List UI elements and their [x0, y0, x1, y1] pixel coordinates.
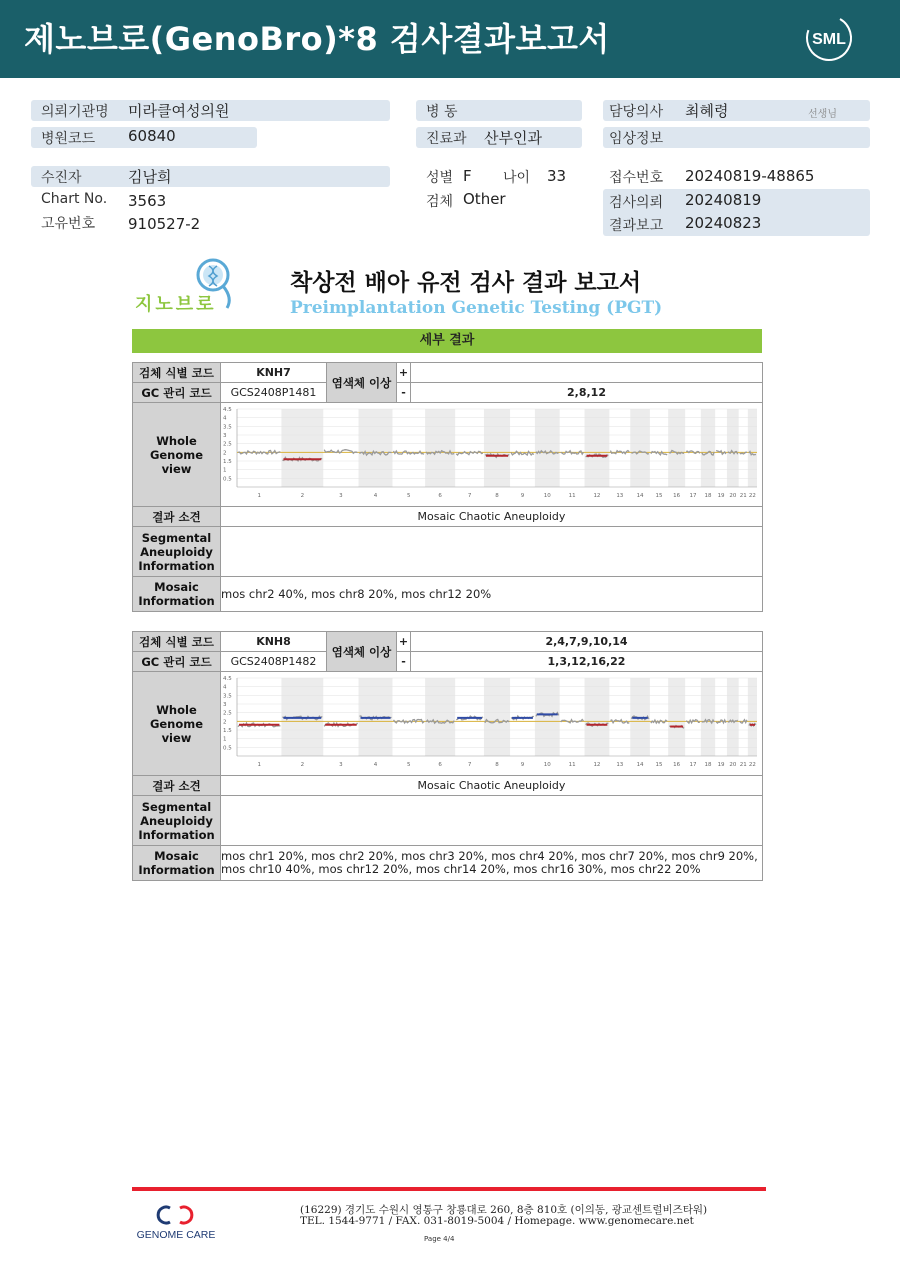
- specimen-value: Other: [463, 190, 506, 208]
- loss-chromosomes: 2,8,12: [411, 383, 763, 403]
- y-tick-label: 4.5: [223, 676, 232, 682]
- x-tick-label: 22: [748, 762, 756, 768]
- y-tick-label: 1: [223, 467, 227, 474]
- doctor-suffix: 선생님: [808, 109, 837, 120]
- genome-care-logo-text: GENOME CARE: [136, 1229, 216, 1241]
- x-tick-label: 20: [729, 762, 737, 768]
- x-tick-label: 10: [543, 762, 551, 768]
- chromosome-band: [630, 409, 650, 487]
- x-tick-label: 20: [729, 493, 737, 499]
- y-tick-label: 2.5: [223, 441, 232, 448]
- x-tick-label: 1: [257, 762, 261, 768]
- chromosome-band: [359, 409, 393, 487]
- y-tick-label: 0.5: [223, 745, 232, 752]
- chromosome-band: [281, 409, 323, 487]
- x-tick-label: 12: [593, 762, 601, 768]
- segmental-label-line: Aneuploidy: [140, 544, 213, 559]
- x-tick-label: 15: [655, 493, 663, 499]
- specimen-label: 검체: [426, 194, 454, 210]
- y-tick-label: 0.5: [223, 476, 232, 483]
- whole-genome-label-line: view: [161, 730, 192, 745]
- x-tick-label: 12: [593, 493, 601, 499]
- mosaic-line: mos chr10 40%, mos chr12 20%, mos chr14 20%, mos chr16 30%, mos chr22 20%: [221, 862, 701, 876]
- y-tick-label: 2: [223, 719, 227, 726]
- mosaic-label-line: Mosaic: [154, 580, 199, 594]
- receipt-label: 접수번호: [609, 170, 664, 186]
- whole-genome-label: [133, 403, 221, 507]
- chromosome-band: [484, 678, 510, 756]
- gc-code-label: GC 관리 코드: [133, 652, 221, 672]
- patient-label: 수진자: [41, 170, 82, 186]
- mosaic-value: [221, 577, 763, 612]
- gain-sign: +: [397, 363, 411, 383]
- footer-address: (16229) 경기도 수원시 영통구 창룡대로 260, 8층 810호 (이의동, 광교센트럴비즈타워): [300, 1204, 708, 1216]
- gain-chromosomes: 2,4,7,9,10,14: [411, 632, 763, 652]
- mosaic-value: [221, 846, 763, 881]
- x-tick-label: 10: [543, 493, 551, 499]
- x-tick-label: 2: [300, 493, 305, 499]
- loss-sign: -: [397, 652, 411, 672]
- x-tick-label: 19: [717, 762, 725, 768]
- gain-sign: +: [397, 632, 411, 652]
- x-tick-label: 7: [467, 493, 472, 499]
- mosaic-label: [133, 577, 221, 612]
- whole-genome-chart: [221, 672, 763, 772]
- x-tick-label: 3: [339, 493, 343, 499]
- x-tick-label: 7: [467, 762, 472, 768]
- report-title-korean: 착상전 배아 유전 검사 결과 보고서: [290, 270, 642, 296]
- segmental-label-line: Aneuploidy: [140, 813, 213, 828]
- gc-code-value: GCS2408P1482: [221, 652, 327, 672]
- x-tick-label: 16: [673, 493, 681, 499]
- receipt-value: 20240819-48865: [685, 167, 815, 185]
- y-tick-label: 3: [223, 702, 227, 708]
- finding-value: Mosaic Chaotic Aneuploidy: [221, 776, 763, 796]
- whole-genome-label-line: Genome: [149, 716, 204, 731]
- id-value: 910527-2: [128, 215, 201, 233]
- sample-code-label: 검체 식별 코드: [133, 632, 221, 652]
- x-tick-label: 9: [520, 493, 525, 499]
- x-tick-label: 13: [616, 762, 624, 768]
- chromosome-band: [701, 409, 715, 487]
- chrom-abn-label: 염색체 이상: [327, 632, 397, 672]
- sml-logo: [804, 13, 854, 63]
- chrom-abn-label: 염색체 이상: [327, 363, 397, 403]
- x-tick-label: 8: [495, 762, 499, 768]
- doctor-value: 최혜령: [685, 102, 729, 120]
- whole-genome-chart-cell: [221, 403, 763, 507]
- mosaic-label-line: Mosaic: [154, 849, 199, 863]
- sample-code-value: KNH7: [221, 363, 327, 383]
- segmental-label-line: Segmental: [141, 799, 212, 814]
- genobro-logo: [133, 256, 249, 316]
- x-tick-label: 4: [373, 493, 378, 499]
- chromosome-band: [484, 409, 510, 487]
- x-tick-label: 21: [739, 762, 747, 768]
- loss-chromosomes: 1,3,12,16,22: [411, 652, 763, 672]
- loss-sign: -: [397, 383, 411, 403]
- x-tick-label: 8: [495, 493, 499, 499]
- report-date-value: 20240823: [685, 214, 762, 232]
- mosaic-line: mos chr1 20%, mos chr2 20%, mos chr3 20%, mos chr4 20%, mos chr7 20%, mos chr9 20%,: [221, 849, 758, 863]
- x-tick-label: 16: [673, 762, 681, 768]
- cnv-points-chr17: [686, 451, 700, 454]
- whole-genome-label-line: Whole: [156, 433, 197, 448]
- x-tick-label: 18: [704, 493, 712, 499]
- x-tick-label: 1: [257, 493, 261, 499]
- footer-contact: TEL. 1544-9771 / FAX. 031-8019-5004 / Homepage. www.genomecare.net: [300, 1215, 694, 1227]
- info-pill: [31, 166, 390, 187]
- x-tick-label: 19: [717, 493, 725, 499]
- page-number: Page 4/4: [424, 1235, 455, 1243]
- cnv-points-chr13: [610, 720, 629, 724]
- y-tick-label: 2.5: [223, 710, 232, 717]
- report-title: 제노브로(GenoBro)*8 검사결과보고서: [24, 20, 610, 58]
- result-table: [132, 631, 763, 881]
- chromosome-band: [748, 409, 757, 487]
- whole-genome-chart-cell: [221, 672, 763, 776]
- whole-genome-label-line: view: [161, 461, 192, 476]
- sex-value: F: [463, 167, 472, 185]
- y-tick-label: 3.5: [223, 424, 232, 431]
- finding-value: Mosaic Chaotic Aneuploidy: [221, 507, 763, 527]
- footer-divider: [132, 1187, 766, 1191]
- id-label: 고유번호: [41, 216, 96, 232]
- gc-code-value: GCS2408P1481: [221, 383, 327, 403]
- chromosome-band: [748, 678, 757, 756]
- sex-label: 성별: [426, 170, 454, 186]
- x-tick-label: 11: [568, 762, 576, 768]
- mosaic-line: mos chr2 40%, mos chr8 20%, mos chr12 20%: [221, 586, 492, 601]
- chart-no-value: 3563: [128, 192, 167, 210]
- request-date-value: 20240819: [685, 191, 762, 209]
- segmental-value: [221, 527, 763, 577]
- chromosome-band: [727, 409, 739, 487]
- segmental-label-line: Information: [138, 558, 215, 573]
- x-tick-label: 3: [339, 762, 343, 768]
- mosaic-label-line: Information: [138, 863, 215, 877]
- x-tick-label: 11: [568, 493, 576, 499]
- dept-value: 산부인과: [484, 129, 542, 147]
- gain-chromosomes: [411, 363, 763, 383]
- segmental-label-line: Segmental: [141, 530, 212, 545]
- cnv-points-chr15: [651, 720, 667, 723]
- result-table: [132, 362, 763, 612]
- x-tick-label: 21: [739, 493, 747, 499]
- hospital-code-value: 60840: [128, 127, 176, 145]
- ward-label: 병 동: [426, 104, 458, 120]
- y-tick-label: 3: [223, 433, 227, 439]
- chart-no-label: Chart No.: [41, 191, 108, 207]
- x-tick-label: 9: [520, 762, 525, 768]
- chromosome-band: [668, 678, 685, 756]
- finding-label: 결과 소견: [133, 507, 221, 527]
- sml-logo-text: SML: [812, 31, 846, 48]
- request-date-label: 검사의뢰: [609, 195, 664, 211]
- sample-code-label: 검체 식별 코드: [133, 363, 221, 383]
- chromosome-band: [425, 409, 455, 487]
- y-tick-label: 2: [223, 450, 227, 457]
- y-tick-label: 4: [223, 415, 227, 422]
- doctor-label: 담당의사: [609, 104, 664, 120]
- whole-genome-chart: [221, 403, 763, 503]
- x-tick-label: 5: [407, 493, 411, 499]
- genobro-logo-text: 지노브로: [135, 294, 217, 315]
- header-bar: [0, 0, 900, 78]
- x-tick-label: 4: [373, 762, 378, 768]
- x-tick-label: 14: [636, 762, 644, 768]
- whole-genome-label-line: Whole: [156, 702, 197, 717]
- segmental-label-line: Information: [138, 827, 215, 842]
- mosaic-label-line: Information: [138, 594, 215, 608]
- x-tick-label: 6: [438, 762, 442, 768]
- age-value: 33: [547, 167, 567, 185]
- gc-code-label: GC 관리 코드: [133, 383, 221, 403]
- chromosome-band: [425, 678, 455, 756]
- chromosome-band: [535, 678, 560, 756]
- dept-label: 진료과: [426, 131, 467, 147]
- chromosome-band: [585, 678, 610, 756]
- y-tick-label: 1.5: [223, 728, 232, 734]
- x-tick-label: 5: [407, 762, 411, 768]
- chromosome-band: [668, 409, 685, 487]
- x-tick-label: 13: [616, 493, 624, 499]
- sample-code-value: KNH8: [221, 632, 327, 652]
- y-tick-label: 1: [223, 736, 227, 743]
- x-tick-label: 18: [704, 762, 712, 768]
- x-tick-label: 22: [748, 493, 756, 499]
- patient-value: 김남희: [128, 168, 172, 186]
- mosaic-label: [133, 846, 221, 881]
- section-detail-results: 세부 결과: [132, 329, 762, 353]
- x-tick-label: 2: [300, 762, 305, 768]
- report-title-english: Preimplantation Genetic Testing (PGT): [290, 298, 663, 318]
- y-tick-label: 1.5: [223, 459, 232, 465]
- clinical-label: 임상정보: [609, 131, 664, 147]
- x-tick-label: 14: [636, 493, 644, 499]
- y-tick-label: 4: [223, 684, 227, 691]
- finding-label: 결과 소견: [133, 776, 221, 796]
- segmental-label: [133, 796, 221, 846]
- hospital-code-label: 병원코드: [41, 131, 96, 147]
- chromosome-band: [535, 409, 560, 487]
- y-tick-label: 3.5: [223, 693, 232, 700]
- chromosome-band: [701, 678, 715, 756]
- whole-genome-label: [133, 672, 221, 776]
- whole-genome-label-line: Genome: [149, 447, 204, 462]
- request-inst-value: 미라클여성의원: [128, 102, 230, 120]
- x-tick-label: 17: [689, 762, 697, 768]
- report-date-label: 결과보고: [609, 218, 664, 234]
- request-inst-label: 의뢰기관명: [41, 104, 109, 120]
- genome-care-logo: [128, 1200, 224, 1242]
- x-tick-label: 6: [438, 493, 442, 499]
- x-tick-label: 17: [689, 493, 697, 499]
- segmental-value: [221, 796, 763, 846]
- segmental-label: [133, 527, 221, 577]
- x-tick-label: 15: [655, 762, 663, 768]
- y-tick-label: 4.5: [223, 407, 232, 413]
- chromosome-band: [727, 678, 739, 756]
- chromosome-band: [585, 409, 610, 487]
- age-label: 나이: [503, 170, 531, 186]
